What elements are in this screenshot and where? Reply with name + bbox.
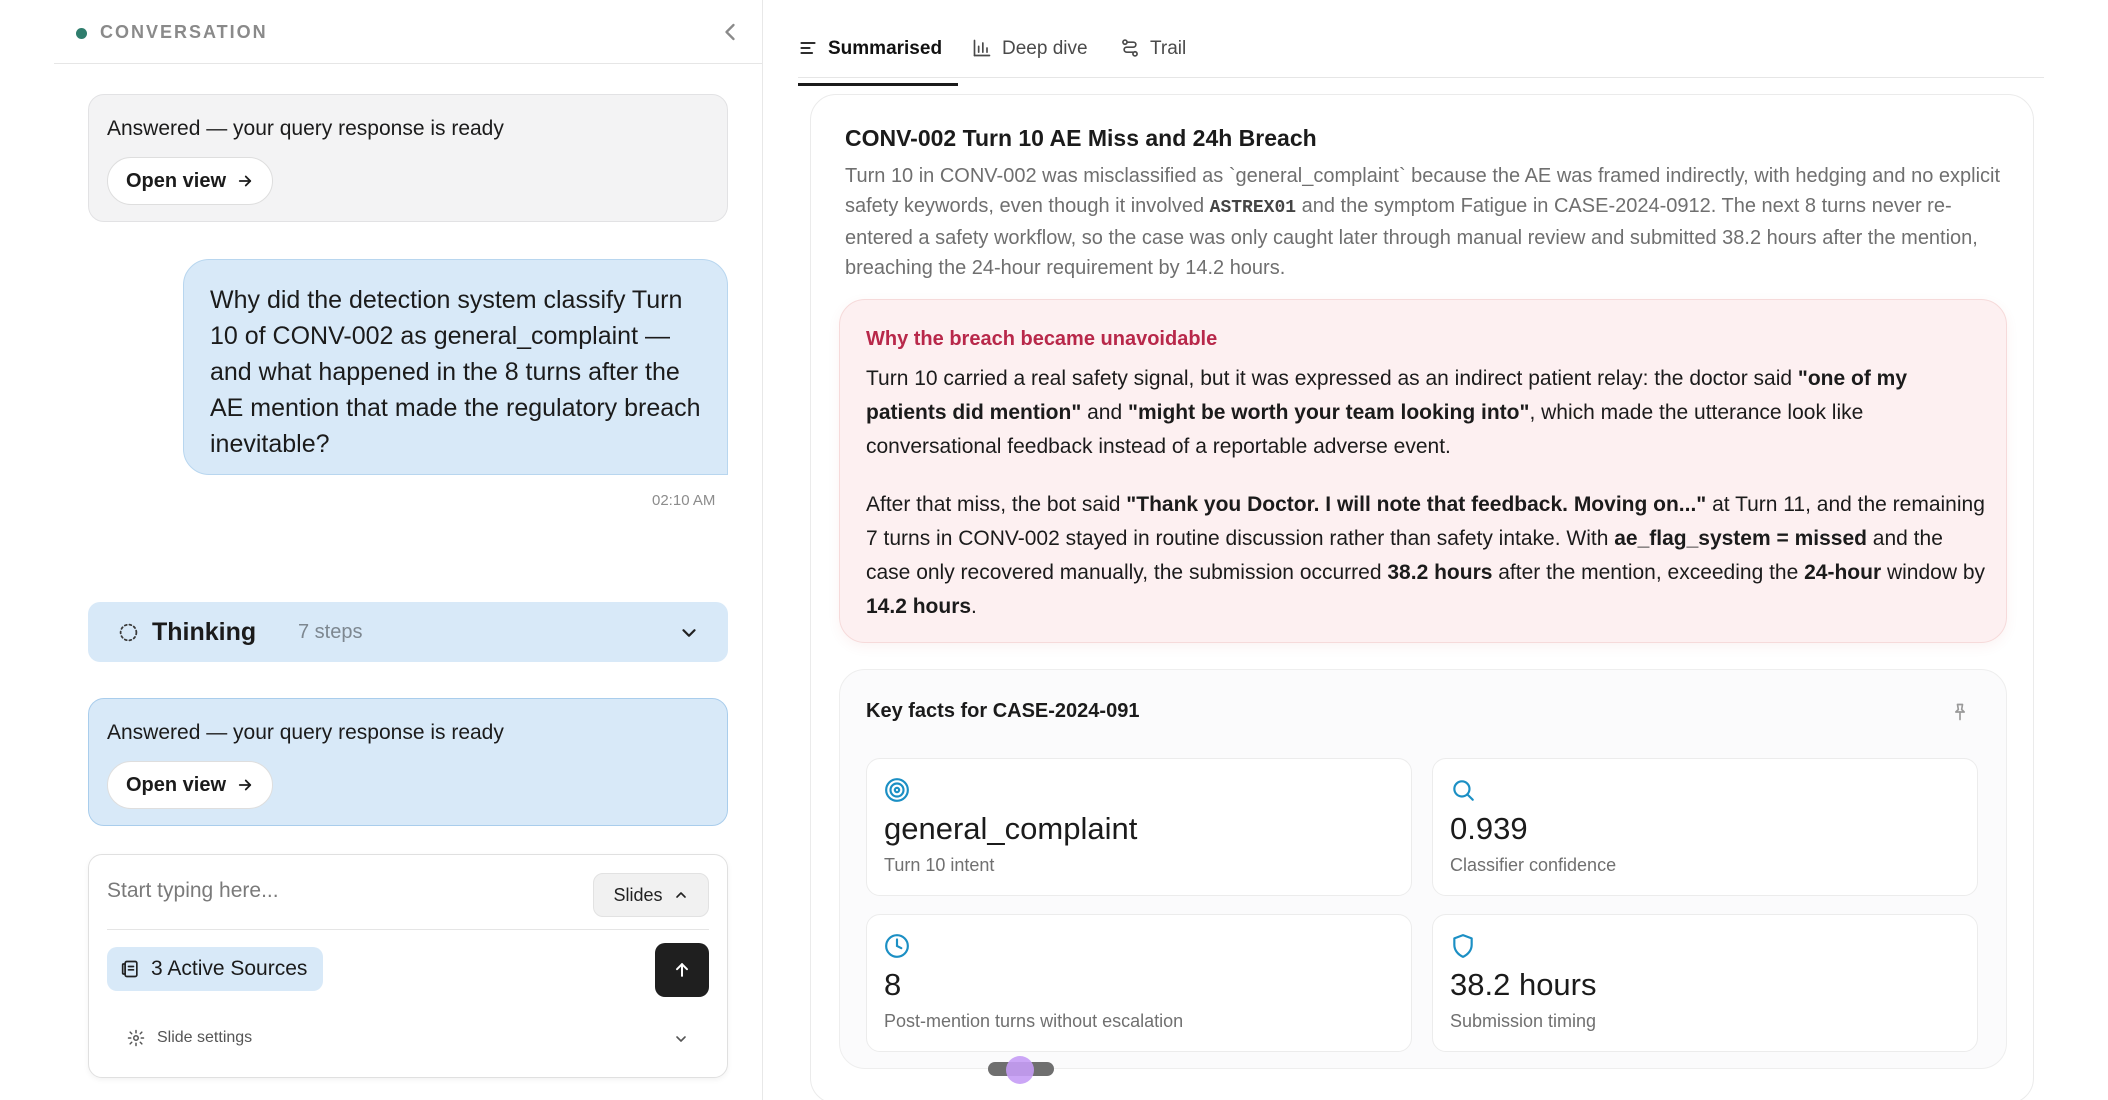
tab-summarised[interactable] bbox=[798, 38, 958, 86]
breach-callout bbox=[839, 299, 2007, 643]
flag-text: ae_flag_system = missed bbox=[1614, 527, 1867, 550]
key-facts-title: Key facts for CASE-2024-091 bbox=[866, 700, 1140, 722]
fact-value: general_complaint bbox=[884, 811, 1138, 846]
message-timestamp: 02:10 AM bbox=[652, 492, 716, 509]
tab-deep-dive[interactable] bbox=[972, 38, 1088, 78]
arrow-right-icon bbox=[236, 172, 254, 190]
fact-tile bbox=[1432, 758, 1978, 896]
hours-text: 38.2 hours bbox=[1387, 561, 1493, 584]
sources-icon bbox=[121, 959, 141, 979]
open-view-button[interactable] bbox=[107, 761, 273, 809]
key-facts-card bbox=[839, 669, 2007, 1069]
user-message: Why did the detection system classify Turn 10 of CONV-002 as general_complaint — and what happened in the 8 turns after the AE mention that made the regulatory breach inevitable? bbox=[183, 259, 728, 475]
tab-label: Summarised bbox=[828, 38, 943, 59]
document-summary bbox=[845, 161, 2005, 283]
breach-text: , which made the utterance look like conversational feedback instead of a reportable adverse event. bbox=[866, 401, 1864, 458]
breach-title: Why the breach became unavoidable bbox=[866, 328, 1218, 350]
fact-value: 0.939 bbox=[1450, 811, 1528, 846]
fact-value: 38.2 hours bbox=[1450, 967, 1597, 1002]
chevron-left-icon[interactable] bbox=[716, 18, 744, 46]
send-button[interactable] bbox=[655, 943, 709, 997]
product-code: ASTREX01 bbox=[1209, 198, 1297, 218]
gear-icon bbox=[127, 1029, 145, 1047]
fact-label: Turn 10 intent bbox=[884, 855, 995, 875]
arrow-right-icon bbox=[236, 776, 254, 794]
summary-document bbox=[810, 94, 2034, 1100]
answer-card bbox=[88, 94, 728, 222]
pin-icon[interactable] bbox=[1950, 702, 1970, 722]
fact-tile bbox=[866, 758, 1412, 896]
breach-text: at Turn 11, and the remaining 7 turns in CONV-002 stayed in routine discussion rather than safety intake. With bbox=[866, 493, 1985, 550]
answer-card-text: Answered — your query response is ready bbox=[107, 117, 504, 140]
chevron-down-icon bbox=[678, 622, 700, 644]
slide-settings-toggle[interactable] bbox=[127, 1029, 252, 1047]
spinner-icon bbox=[118, 622, 139, 643]
shield-icon bbox=[1450, 933, 1476, 959]
tab-label: Trail bbox=[1150, 38, 1187, 59]
panel-divider bbox=[762, 0, 763, 1100]
open-view-label: Open view bbox=[126, 169, 227, 192]
thinking-label: Thinking bbox=[152, 618, 257, 646]
breach-text: and the case only recovered manually, the submission occurred bbox=[866, 527, 1943, 584]
fact-label: Classifier confidence bbox=[1450, 855, 1617, 875]
arrow-up-icon bbox=[672, 960, 692, 980]
breach-text: . bbox=[971, 595, 977, 618]
fact-tile bbox=[866, 914, 1412, 1052]
active-sources-chip[interactable] bbox=[107, 947, 323, 991]
bar-chart-icon bbox=[972, 38, 992, 58]
slides-dropdown-button[interactable] bbox=[593, 873, 709, 917]
slide-settings-label: Slide settings bbox=[157, 1029, 253, 1046]
composer-divider bbox=[107, 929, 709, 930]
breach-paragraph bbox=[866, 488, 1986, 624]
resize-handle-knob[interactable] bbox=[1006, 1056, 1034, 1084]
tab-label: Deep dive bbox=[1002, 38, 1088, 59]
route-icon bbox=[1120, 38, 1140, 58]
breach-text: and bbox=[1081, 401, 1129, 424]
summary-text: Turn 10 in CONV-002 was misclassified as `general_complaint` because the AE was framed indirectly, with hedging and no explicit safety keywords, even though it involved bbox=[845, 165, 2001, 217]
fact-tile bbox=[1432, 914, 1978, 1052]
answer-card bbox=[88, 698, 728, 826]
quote-text: "might be worth your team looking into" bbox=[1128, 401, 1530, 424]
open-view-label: Open view bbox=[126, 773, 227, 796]
chevron-down-icon[interactable] bbox=[673, 1031, 689, 1047]
status-dot bbox=[76, 28, 87, 39]
breach-text: After that miss, the bot said bbox=[866, 493, 1127, 516]
answer-card-text: Answered — your query response is ready bbox=[107, 721, 504, 744]
breach-paragraph bbox=[866, 362, 1986, 464]
fact-label: Post-mention turns without escalation bbox=[884, 1011, 1184, 1031]
hours-text: 14.2 hours bbox=[866, 595, 972, 618]
conversation-header bbox=[54, 0, 762, 64]
breach-text: Turn 10 carried a real safety signal, but it was expressed as an indirect patient relay: the doctor said bbox=[866, 367, 1798, 390]
search-icon bbox=[1450, 777, 1476, 803]
summary-text: and the symptom Fatigue in CASE-2024-0912. The next 8 turns never re-entered a safety workflow, so the case was only caught later through manual review and submitted 38.2 hours after the mention, breaching the 24-hour requirement by 14.2 hours. bbox=[845, 195, 1978, 279]
window-text: 24-hour bbox=[1804, 561, 1882, 584]
breach-text: after the mention, exceeding the bbox=[1492, 561, 1805, 584]
conversation-panel bbox=[54, 0, 762, 1100]
message-input[interactable] bbox=[107, 873, 567, 909]
target-icon bbox=[884, 777, 910, 803]
lines-icon bbox=[798, 38, 818, 58]
slides-label: Slides bbox=[613, 884, 663, 905]
breach-text: window by bbox=[1881, 561, 1986, 584]
fact-value: 8 bbox=[884, 967, 902, 1002]
thinking-steps-count: 7 steps bbox=[298, 621, 363, 643]
chevron-up-icon bbox=[673, 887, 689, 903]
thinking-toggle[interactable] bbox=[88, 602, 728, 662]
tab-trail[interactable] bbox=[1120, 38, 1186, 78]
view-tabs bbox=[798, 30, 2044, 78]
fact-label: Submission timing bbox=[1450, 1011, 1597, 1031]
open-view-button[interactable] bbox=[107, 157, 273, 205]
quote-text: "Thank you Doctor. I will note that feedback. Moving on..." bbox=[1126, 493, 1707, 516]
message-composer bbox=[88, 854, 728, 1078]
quote-text: "one of my patients did mention" bbox=[866, 367, 1908, 424]
active-sources-label: 3 Active Sources bbox=[151, 957, 308, 980]
clock-icon bbox=[884, 933, 910, 959]
document-title: CONV-002 Turn 10 AE Miss and 24h Breach bbox=[845, 125, 1317, 151]
conversation-title: CONVERSATION bbox=[100, 22, 268, 42]
